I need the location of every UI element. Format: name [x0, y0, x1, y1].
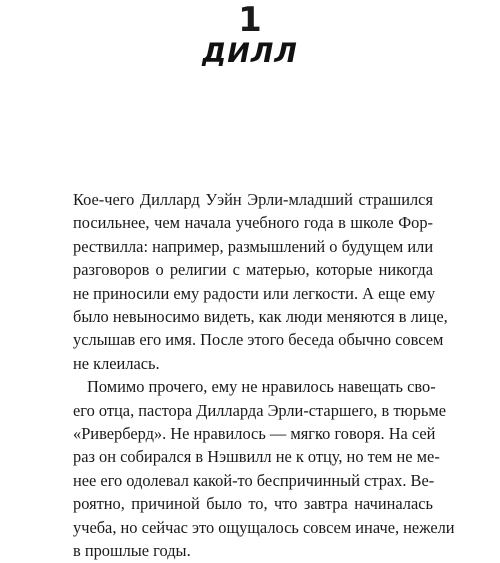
chapter-title: ДИЛЛ	[202, 38, 298, 69]
text-line: не приносили ему радости или легкости. А еще ему	[73, 283, 436, 303]
text-line: в прошлые годы.	[73, 541, 191, 561]
body-text	[73, 188, 455, 563]
paragraph	[73, 188, 448, 375]
text-line: услышав его имя. После этого беседа обычно совсем	[73, 330, 444, 350]
text-line: не клеилась.	[73, 353, 160, 373]
chapter-number: 1	[238, 0, 262, 40]
text-line: рествилла: например, размышлений о будущем или	[73, 236, 434, 256]
text-line: посильнее, чем начала учебного года в школе Фор-	[73, 213, 433, 233]
text-line: «Риверберд». Не нравилось — мягко говоря. На сей	[73, 424, 436, 444]
text-line: раз он собирался в Нэшвилл не к отцу, но тем не ме-	[73, 447, 440, 467]
text-line: Помимо прочего, ему не нравилось навещать сво-	[87, 377, 436, 397]
text-line: разговоров о религии с матерью, которые никогда	[73, 260, 433, 280]
text-line: роятно, причиной было то, что завтра начиналась	[73, 494, 433, 514]
text-line: Кое-чего Диллард Уэйн Эрли-младший страшился	[73, 190, 433, 209]
text-line: нее его одолевал какой-то беспричинный страх. Ве-	[73, 470, 435, 490]
text-line: учеба, но сейчас это ощущалось совсем иначе, нежели	[73, 517, 455, 537]
paragraph	[73, 375, 455, 562]
text-line: его отца, пастора Дилларда Эрли-старшего, в тюрьме	[73, 400, 447, 420]
text-line: было невыносимо видеть, как люди меняются в лице,	[73, 307, 448, 327]
